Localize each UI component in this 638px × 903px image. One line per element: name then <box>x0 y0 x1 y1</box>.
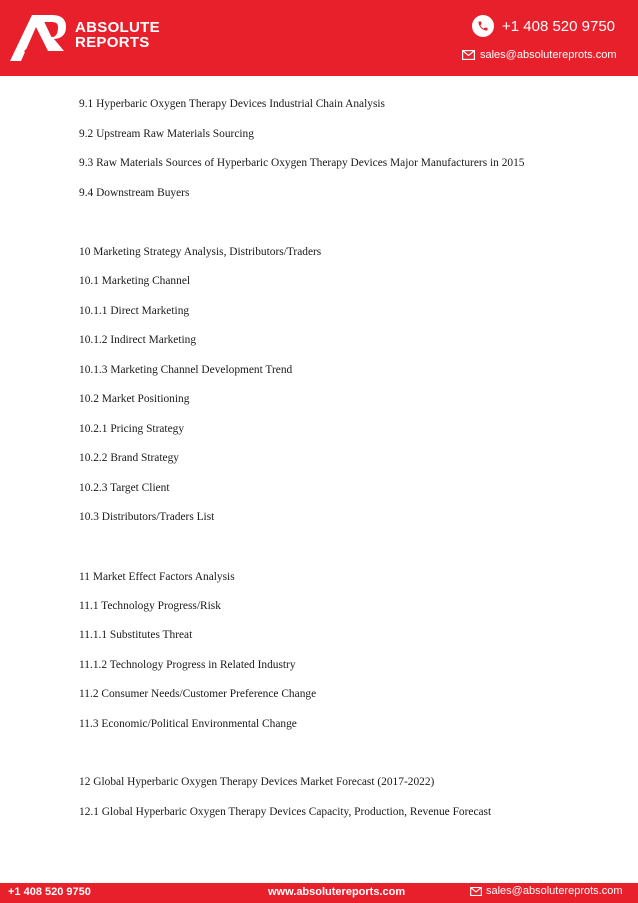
envelope-icon <box>462 50 475 60</box>
header-email[interactable] <box>462 47 617 63</box>
toc-item: 11.2 Consumer Needs/Customer Preference Change <box>79 688 317 700</box>
toc-item: 9.3 Raw Materials Sources of Hyperbaric Oxygen Therapy Devices Major Manufacturers in 2015 <box>79 157 525 169</box>
logo-wordmark <box>75 20 160 50</box>
envelope-icon <box>470 887 482 896</box>
toc-item: 10.2.3 Target Client <box>79 482 170 494</box>
page-footer <box>0 883 638 903</box>
footer-phone[interactable]: +1 408 520 9750 <box>8 886 91 898</box>
footer-website-link[interactable]: www.absolutereports.com <box>268 886 406 898</box>
toc-item: 10.3 Distributors/Traders List <box>79 511 215 523</box>
toc-item: 9.1 Hyperbaric Oxygen Therapy Devices Industrial Chain Analysis <box>79 98 385 110</box>
absolute-reports-logo-icon <box>8 11 68 63</box>
page-header <box>0 0 638 76</box>
logo-line-2: REPORTS <box>75 34 150 51</box>
toc-item: 12 Global Hyperbaric Oxygen Therapy Devices Market Forecast (2017-2022) <box>79 776 435 788</box>
toc-item: 10.1 Marketing Channel <box>79 275 191 287</box>
toc-item: 12.1 Global Hyperbaric Oxygen Therapy Devices Capacity, Production, Revenue Forecast <box>79 806 492 818</box>
toc-item: 9.4 Downstream Buyers <box>79 187 190 199</box>
toc-item: 10.2.1 Pricing Strategy <box>79 423 185 435</box>
toc-item: 10.2.2 Brand Strategy <box>79 452 179 464</box>
header-phone-number: +1 408 520 9750 <box>502 17 616 35</box>
toc-item: 11.1.1 Substitutes Threat <box>79 629 193 641</box>
footer-email[interactable] <box>470 885 623 897</box>
footer-email-address: sales@absolutereprots.com <box>486 885 623 897</box>
toc-item: 11 Market Effect Factors Analysis <box>79 571 235 583</box>
toc-item: 9.2 Upstream Raw Materials Sourcing <box>79 128 254 140</box>
toc-item: 10 Marketing Strategy Analysis, Distributors/Traders <box>79 246 322 258</box>
toc-item: 11.1 Technology Progress/Risk <box>79 600 221 612</box>
header-phone[interactable] <box>472 14 615 38</box>
toc-item: 10.1.2 Indirect Marketing <box>79 334 197 346</box>
toc-item: 11.3 Economic/Political Environmental Change <box>79 718 297 730</box>
toc-item: 11.1.2 Technology Progress in Related Industry <box>79 659 296 671</box>
header-email-address: sales@absolutereprots.com <box>480 49 617 61</box>
toc-item: 10.1.3 Marketing Channel Development Trend <box>79 364 293 376</box>
toc-item: 10.2 Market Positioning <box>79 393 190 405</box>
toc-item: 10.1.1 Direct Marketing <box>79 305 190 317</box>
phone-icon <box>472 15 494 37</box>
logo-line-1: ABSOLUTE <box>75 19 160 36</box>
